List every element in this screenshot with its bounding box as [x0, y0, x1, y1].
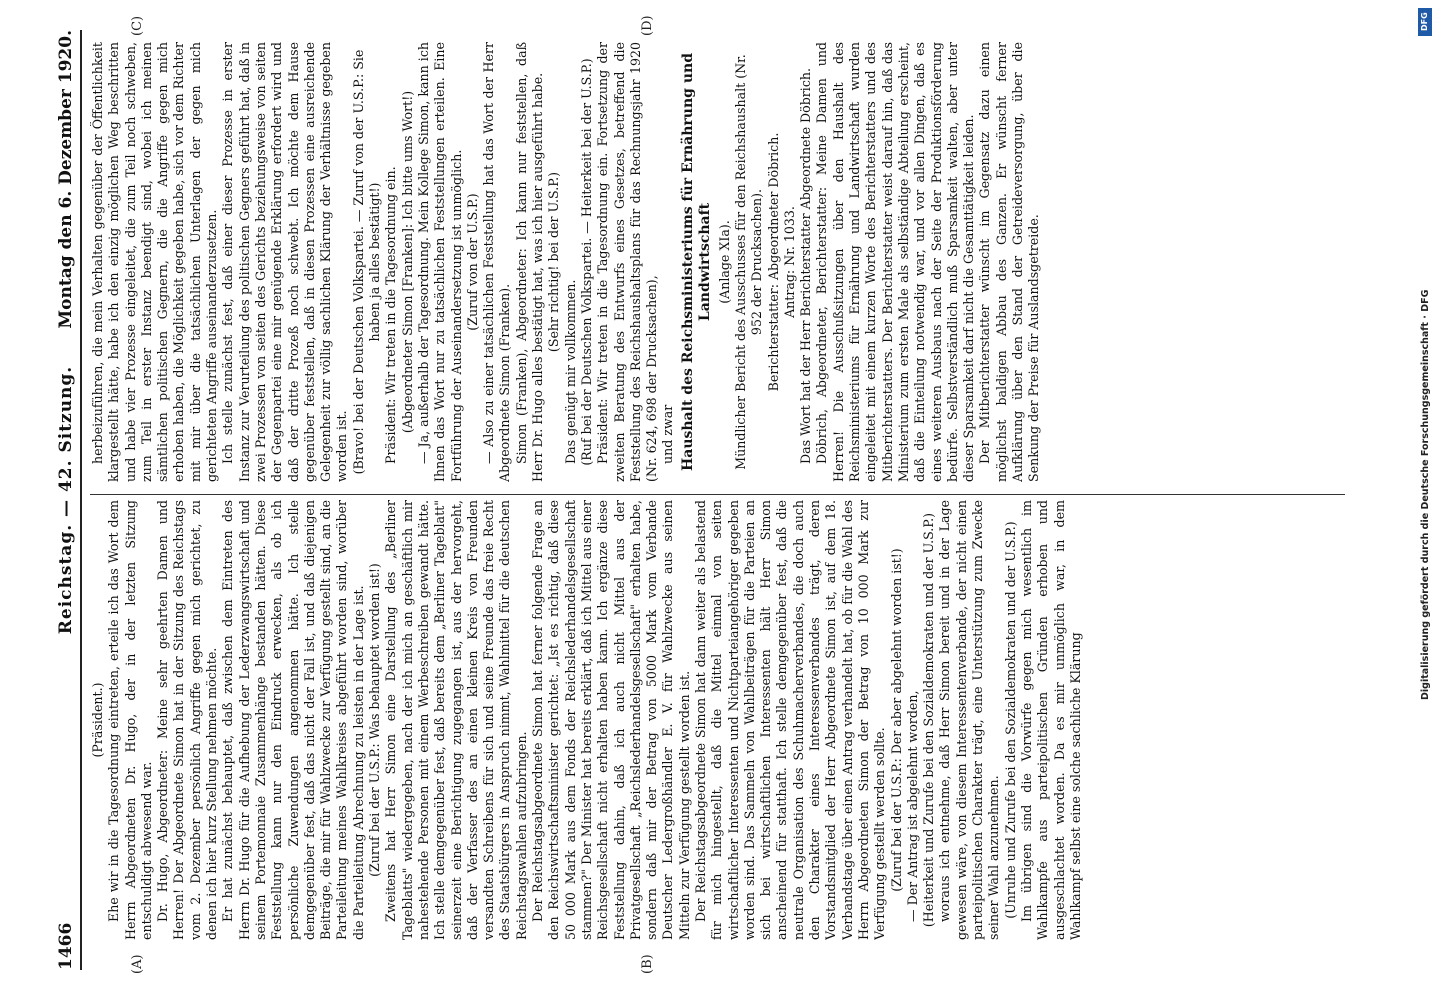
paragraph: woraus ich entnehme, daß Herr Simon bereit und in der Lage gewesen wäre, von diesem Interessentenverbande, der nicht einen parteipolitischen Charakter trägt, eine Unterstützung zum Zwecke seiner Wahl anzunehmen. [937, 500, 1002, 940]
paragraph: Ehe wir in die Tagesordnung eintreten, erteile ich das Wort dem Herrn Abgeordneten Dr. Hugo, der in der letzten Sitzung entschuldigt abwesend war. [106, 500, 154, 940]
paragraph: Der Mitberichterstatter wünscht im Gegensatz dazu einen möglichst baldigen Abbau des Ganzen. Er wünscht ferner Aufklärung über den Stand der Getreideversorgung, über die Senkung der Preise für Auslandsgetreide. [977, 42, 1042, 482]
interjection: (Bravo! bei der Deutschen Volkspartei. — Zuruf von der U.S.P.: Sie haben ja alles bestätigt!) [350, 49, 383, 475]
paragraph: herbeizuführen, die mein Verhalten gegenüber der Öffentlichkeit klargestellt hätte, habe ich den einzig möglichen Weg beschritten und habe vier Prozesse eingeleitet, die zum Teil noch schweben, zum Teil in erster Instanz beendigt sind, wobei ich meinen sämtlichen politischen Gegnern, die die Angriffe gegen mich erhoben haben, die Möglichkeit gegeben habe, sich vor dem Richter mit mir über die tatsächlichen Unterlagen der gegen mich gerichteten Angriffe auseinanderzusetzen. [90, 42, 220, 482]
paragraph: Der Reichstagsabgeordnete Simon hat ferner folgende Frage an den Reichswirtschaftsminister gerichtet: „Ist es richtig, daß diese 50 000 Mark aus dem Fonds der Reichslederhandelsgesellschaft stammen?" Der Minister hat bereits erklärt, daß ich Mittel aus einer Reichsgesellschaft nicht erhalten haben kann. Ich ergänze diese Feststellung dahin, daß ich auch nicht Mittel aus der Privatgesellschaft „Reichslederhandelsgesellschaft" erhalten habe, sondern daß mir der Betrag von 5000 Mark vom Verbande Deutscher Ledergroßhändler E. V. für Wahlzwecke aus seinen Mitteln zur Verfügung gestellt worden ist. [530, 500, 692, 940]
paragraph: Der Reichstagsabgeordnete Simon hat dann weiter als belastend für mich hingestellt, daß die Mittel einmal von seiten wirtschaftlicher Interessenten und Nichtparteiangehöriger gegeben worden sind. Das Sammeln von Wahlbeiträgen für die Parteien an sich bei wirtschaftlichen Interessenten hält Herr Simon anscheinend für statthaft. Ich stelle demgegenüber fest, daß die neutrale Organisation des Schuhmacherverbandes, die doch auch den Charakter eines Interessenverbandes trägt, deren Vorstandsmitglied der Herr Abgeordnete Simon ist, auf dem 18. Verbandstage über einen Antrag verhandelt hat, ob für die Wahl des Herrn Abgeordneten Simon der Betrag von 10 000 Mark zur Verfügung gestellt werden sollte. [692, 500, 888, 940]
right-text-column [90, 42, 1350, 482]
paragraph: und zwar [660, 404, 676, 464]
section-heading: Haushalt des Reichsministeriums für Ernährung und Landwirtschaft [679, 53, 713, 471]
running-title: Reichstag. — 42. Sitzung. [56, 365, 76, 635]
interjection: (Ruf bei der Deutschen Volkspartei. — Heiterkeit bei der U.S.P.) [578, 58, 594, 466]
interjection: (Unruhe und Zurufe bei den Sozialdemokraten und der U.S.P.) [1002, 521, 1018, 919]
paragraph: Präsident: Wir treten in die Tagesordnung ein. Fortsetzung der zweiten Beratung des Entwurfs eines Gesetzes, betreffend die Feststellung des Reichshaushaltsplans für das Rechnungsjahr 1920 (Nr. 624, 698 der Drucksachen), [595, 42, 660, 482]
column-divider [90, 494, 1345, 495]
interjection: (Abgeordneter Simon [Franken]: Ich bitte ums Wort!) [399, 90, 415, 434]
header-rule [80, 30, 82, 970]
margin-mark-b: (B) [640, 954, 655, 974]
paragraph: — Also zu einer tatsächlichen Feststellung hat das Wort der Herr Abgeordnete Simon (Franken). [481, 42, 513, 482]
interjection: (Zuruf von der U.S.P.) [464, 193, 480, 331]
paragraph: Er hat zunächst behauptet, daß zwischen dem Eintreten des Herrn Dr. Hugo für die Aufhebung der Lederzwangswirtschaft und seinem Portemonnaie Zusammenhänge bestanden hätten. Diese Feststellung kann nur den Eindruck erwecken, als ob ich persönliche Zuwendungen angenommen hätte. Ich stelle demgegenüber fest, daß das nicht der Fall ist, und daß diejenigen Beiträge, die mir für Wahlzwecke zur Verfügung gestellt sind, an die Parteileitung meines Wahlkreises abgeführt worden sind, worüber die Parteileitung Abrechnung zu leisten in der Lage ist. [220, 500, 366, 940]
dfg-logo: DFG [1418, 8, 1432, 36]
paragraph: Im übrigen sind die Vorwürfe gegen mich wesentlich im Wahlkampfe aus parteipolitischen Gründen erhoben und ausgeschlachtet worden. Da es mir unmöglich war, in dem Wahlkampf selbst eine solche sachliche Klärung [1018, 500, 1083, 940]
interjection: (Präsident.) [90, 682, 105, 758]
margin-mark-a: (A) [130, 954, 145, 974]
paragraph: Döbrich, Abgeordneter, Berichterstatter: Meine Damen und Herren! Die Ausschußsitzungen über den Haushalt des Reichsministeriums für Ernährung und Landwirtschaft wurden eingeleitet mit einem kurzen Worte des Berichterstatters und des Mitberichterstatters. Der Berichterstatter weist darauf hin, daß das Ministerium zum ersten Male als selbständige Abteilung erscheint, daß die Einteilung notwendig war, und vor allen Dingen, daß es eines weiteren Ausbaus nach der Seite der Produktionsförderung bedürfe. Selbstverständlich muß Sparsamkeit walten, aber unter dieser Sparsamkeit darf nicht die Gesamttätigkeit leiden. [814, 42, 977, 482]
session-date: Montag den 6. Dezember 1920. [56, 30, 76, 329]
margin-mark-d: (D) [640, 15, 655, 36]
paragraph: Das genügt mir vollkommen. [562, 279, 578, 464]
interjection: (Zuruf bei der U.S.P.: Was behauptet worden ist!) [367, 563, 383, 877]
left-text-column [90, 500, 1350, 940]
paragraph: — Der Antrag ist abgelehnt worden, [904, 690, 920, 922]
interjection: Mündlicher Bericht des Ausschusses für den Reichshaushalt (Nr. 952 der Drucksachen). [732, 54, 765, 470]
interjection: (Anlage XIa). [716, 220, 732, 304]
page-number: 1466 [56, 922, 76, 970]
paragraph: Das Wort hat der Herr Berichterstatter Abgeordnete Döbrich. [798, 68, 814, 464]
paragraph: — Ja, außerhalb der Tagesordnung. Mein Kollege Simon, kann ich Ihnen das Wort nur zu tatsächlichen Feststellungen erteilen. Eine Fortführung der Auseinandersetzung ist unmöglich. [415, 42, 464, 482]
interjection: (Zuruf bei der U.S.P.: Der aber abgelehnt worden ist!) [888, 548, 904, 892]
page-header [56, 30, 80, 970]
interjection: (Heiterkeit und Zurufe bei den Sozialdemokraten und der U.S.P.) [921, 512, 937, 928]
paragraph: Simon (Franken), Abgeordneter: Ich kann nur feststellen, daß Herr Dr. Hugo alles bestätigt hat, was ich hier ausgeführt habe. [513, 42, 546, 482]
margin-mark-c: (C) [130, 15, 145, 36]
paragraph: Ich stelle zunächst fest, daß einer dieser Prozesse in erster Instanz zur Verurteilung des politischen Gegners geführt hat, daß in zwei Prozessen von seiten des Gerichts beziehungsweise von seiten der Gegenpartei eine mir genügende Erklärung erfordert wird und daß der dritte Prozeß noch schwebt. Ich möchte dem Hause gegenüber feststellen, daß in diesen Prozessen eine ausreichende Gelegenheit zur völlig sachlichen Klärung der Verhältnisse gegeben worden ist. [220, 42, 350, 482]
paragraph: Dr. Hugo, Abgeordneter: Meine sehr geehrten Damen und Herren! Der Abgeordnete Simon hat in der Sitzung des Reichstags vom 2. Dezember persönlich Angriffe gegen mich gerichtet, zu denen ich hier kurz Stellung nehmen möchte. [155, 500, 220, 940]
interjection: Berichterstatter: Abgeordneter Döbrich. [765, 132, 781, 392]
digitization-credit [1416, 0, 1434, 1000]
paragraph: Präsident: Wir treten in die Tagesordnung ein. [383, 166, 399, 464]
interjection: Antrag: Nr. 1033. [781, 206, 797, 318]
credit-text: Digitalisierung gefördert durch die Deutsche Forschungsgemeinschaft · DFG [1420, 289, 1431, 700]
paragraph: Zweitens hat Herr Simon eine Darstellung des „Berliner Tageblatts" wiedergegeben, nach der ich mich an geschäftlich mir nahestehende Personen mit einem Werbeschreiben gewandt hätte. Ich stelle demgegenüber fest, daß bereits dem „Berliner Tageblatt" seinerzeit eine Berichtigung zugegangen ist, aus der hervorgeht, daß der Verfasser des an einen kleinen Kreis von Freunden versandten Schreibens für sich und seine Freunde das freie Recht des Staatsbürgers in Anspruch nimmt, Wahlmittel für die deutschen Reichstagswahlen aufzubringen. [383, 500, 529, 940]
interjection: (Sehr richtig! bei der U.S.P.) [546, 171, 562, 353]
